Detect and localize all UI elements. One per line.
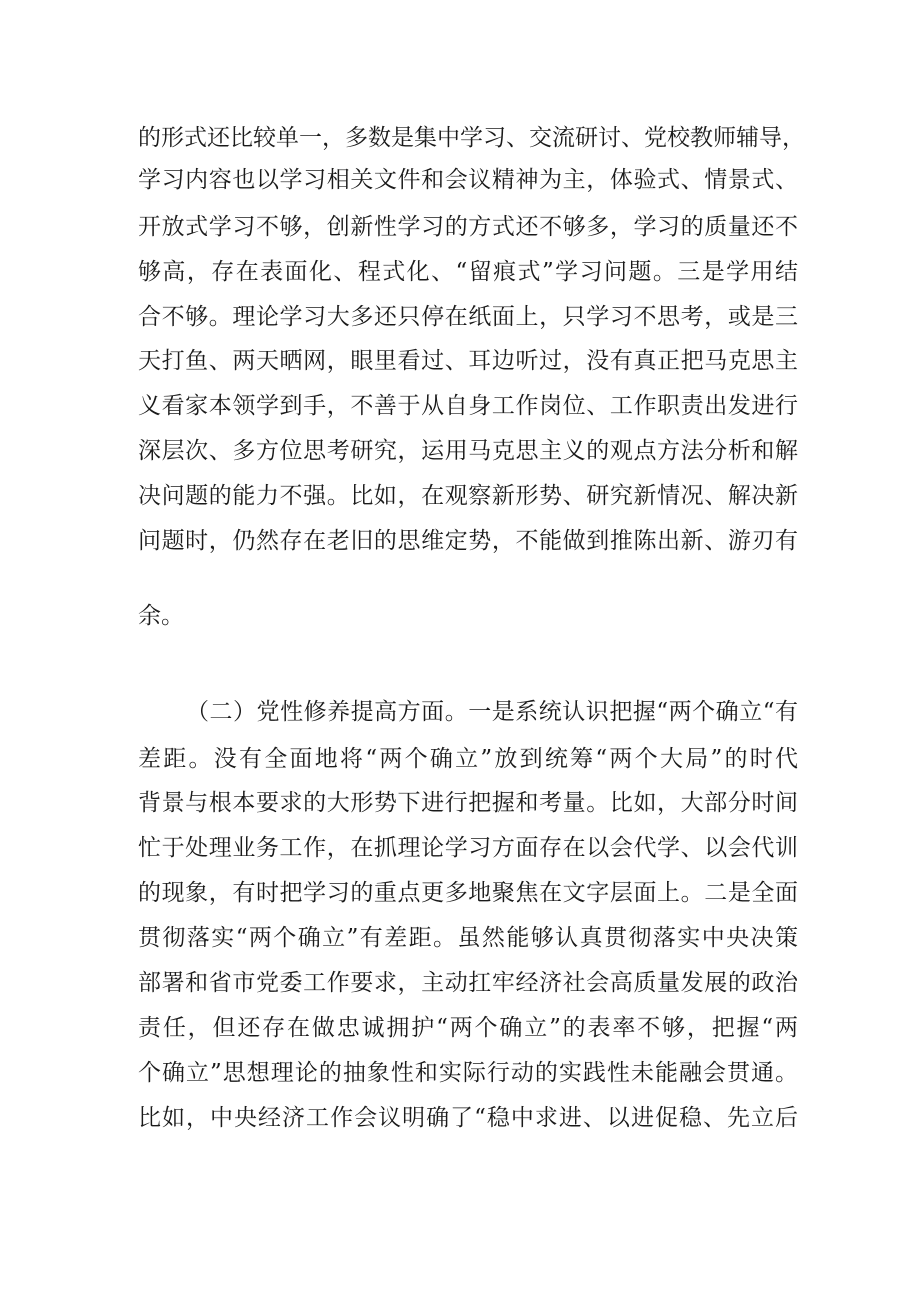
- paragraph-1-line-4: 够高，存在表面化、程式化、“留痕式”学习问题。三是学用结: [138, 259, 798, 285]
- paragraph-1-line-3: 开放式学习不够，创新性学习的方式还不够多，学习的质量还不: [138, 214, 798, 240]
- paragraph-2-line-6: 贯彻落实“两个确立”有差距。虽然能够认真贯彻落实中央决策: [138, 925, 798, 951]
- paragraph-1-line-7: 义看家本领学到手，不善于从自身工作岗位、工作职责出发进行: [138, 393, 798, 419]
- paragraph-2-line-3: 背景与根本要求的大形势下进行把握和考量。比如，大部分时间: [138, 790, 798, 816]
- paragraph-1-line-12: 余。: [138, 603, 184, 629]
- paragraph-1-line-6: 天打鱼、两天晒网，眼里看过、耳边听过，没有真正把马克思主: [138, 348, 798, 374]
- paragraph-2-line-10: 比如，中央经济工作会议明确了“稳中求进、以进促稳、先立后: [138, 1105, 798, 1131]
- paragraph-2-line-1: （二）党性修养提高方面。一是系统认识把握“两个确立“有: [186, 699, 798, 725]
- paragraph-1-line-2: 学习内容也以学习相关文件和会议精神为主，体验式、情景式、: [138, 167, 798, 193]
- paragraph-2-line-9: 个确立”思想理论的抽象性和实际行动的实践性未能融会贯通。: [138, 1060, 798, 1086]
- paragraph-1-line-9: 决问题的能力不强。比如，在观察新形势、研究新情况、解决新: [138, 483, 798, 509]
- paragraph-2-line-4: 忙于处理业务工作，在抓理论学习方面存在以会代学、以会代训: [138, 835, 798, 861]
- paragraph-2-line-5: 的现象，有时把学习的重点更多地聚焦在文字层面上。二是全面: [138, 880, 798, 906]
- paragraph-2-line-8: 责任，但还存在做忠诚拥护“两个确立”的表率不够，把握“两: [138, 1015, 798, 1041]
- paragraph-1-line-5: 合不够。理论学习大多还只停在纸面上，只学习不思考，或是三: [138, 304, 798, 330]
- paragraph-1-line-1: 的形式还比较单一，多数是集中学习、交流研讨、党校教师辅导，: [138, 125, 805, 151]
- paragraph-1-line-8: 深层次、多方位思考研究，运用马克思主义的观点方法分析和解: [138, 438, 798, 464]
- paragraph-2-line-2: 差距。没有全面地将“两个确立”放到统筹“两个大局”的时代: [138, 746, 798, 772]
- paragraph-1-line-10: 问题时，仍然存在老旧的思维定势，不能做到推陈出新、游刃有: [138, 528, 798, 554]
- paragraph-2-line-7: 部署和省市党委工作要求，主动扛牢经济社会高质量发展的政治: [138, 970, 798, 996]
